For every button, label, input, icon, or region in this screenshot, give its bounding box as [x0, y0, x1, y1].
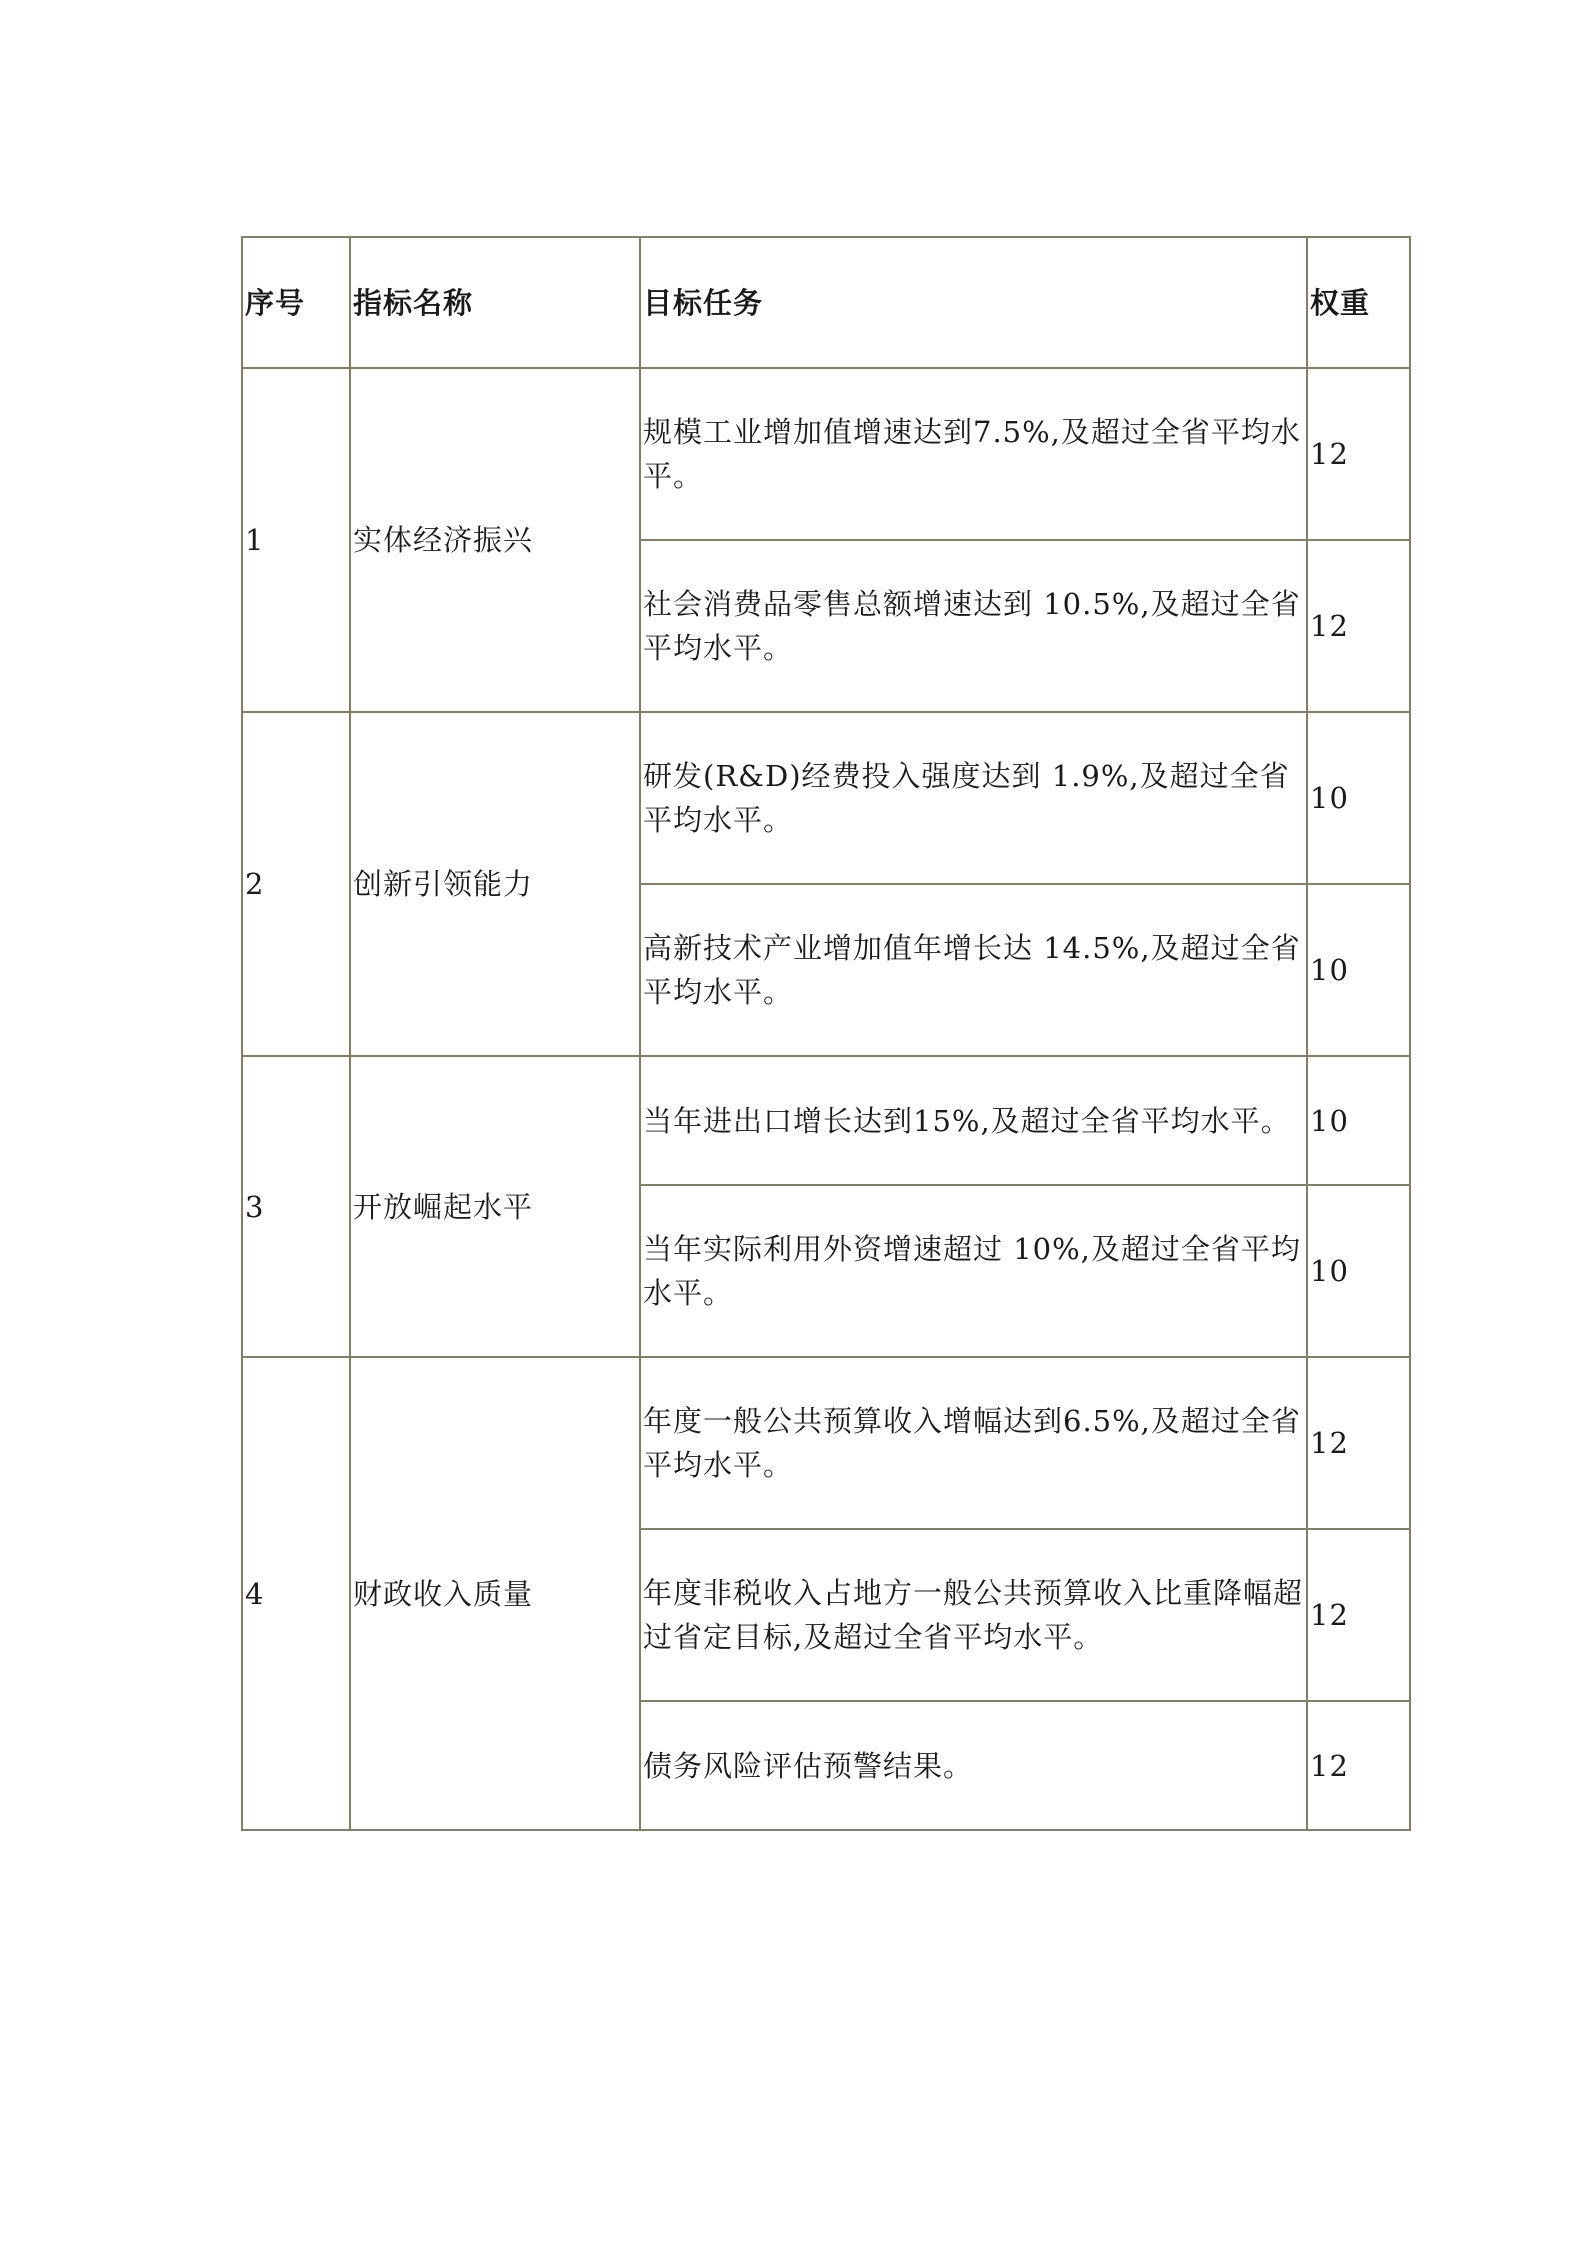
task-text: 社会消费品零售总额增速达到 10.5%,及超过全省平均水平。	[640, 540, 1307, 712]
task-weight: 12	[1307, 540, 1410, 712]
task-text: 年度非税收入占地方一般公共预算收入比重降幅超过省定目标,及超过全省平均水平。	[640, 1529, 1307, 1701]
task-weight: 10	[1307, 884, 1410, 1056]
table-row	[242, 1357, 1410, 1529]
table-row	[242, 1056, 1410, 1185]
header-name: 指标名称	[350, 237, 640, 368]
table-row	[242, 368, 1410, 540]
table-row	[242, 712, 1410, 884]
group-name: 实体经济振兴	[350, 368, 640, 712]
group-seq: 3	[242, 1056, 350, 1357]
task-text: 债务风险评估预警结果。	[640, 1701, 1307, 1830]
task-text: 当年进出口增长达到15%,及超过全省平均水平。	[640, 1056, 1307, 1185]
task-text: 研发(R&D)经费投入强度达到 1.9%,及超过全省平均水平。	[640, 712, 1307, 884]
group-seq: 2	[242, 712, 350, 1056]
header-weight: 权重	[1307, 237, 1410, 368]
task-text: 规模工业增加值增速达到7.5%,及超过全省平均水平。	[640, 368, 1307, 540]
table-header-row	[242, 237, 1410, 368]
task-weight: 12	[1307, 1529, 1410, 1701]
task-weight: 10	[1307, 712, 1410, 884]
header-task: 目标任务	[640, 237, 1307, 368]
task-weight: 10	[1307, 1185, 1410, 1357]
task-weight: 12	[1307, 1357, 1410, 1529]
task-text: 当年实际利用外资增速超过 10%,及超过全省平均水平。	[640, 1185, 1307, 1357]
task-text: 高新技术产业增加值年增长达 14.5%,及超过全省平均水平。	[640, 884, 1307, 1056]
group-name: 开放崛起水平	[350, 1056, 640, 1357]
group-seq: 1	[242, 368, 350, 712]
task-text: 年度一般公共预算收入增幅达到6.5%,及超过全省平均水平。	[640, 1357, 1307, 1529]
indicator-table	[241, 236, 1411, 1831]
group-name: 财政收入质量	[350, 1357, 640, 1830]
task-weight: 12	[1307, 1701, 1410, 1830]
group-name: 创新引领能力	[350, 712, 640, 1056]
task-weight: 12	[1307, 368, 1410, 540]
header-seq: 序号	[242, 237, 350, 368]
group-seq: 4	[242, 1357, 350, 1830]
task-weight: 10	[1307, 1056, 1410, 1185]
